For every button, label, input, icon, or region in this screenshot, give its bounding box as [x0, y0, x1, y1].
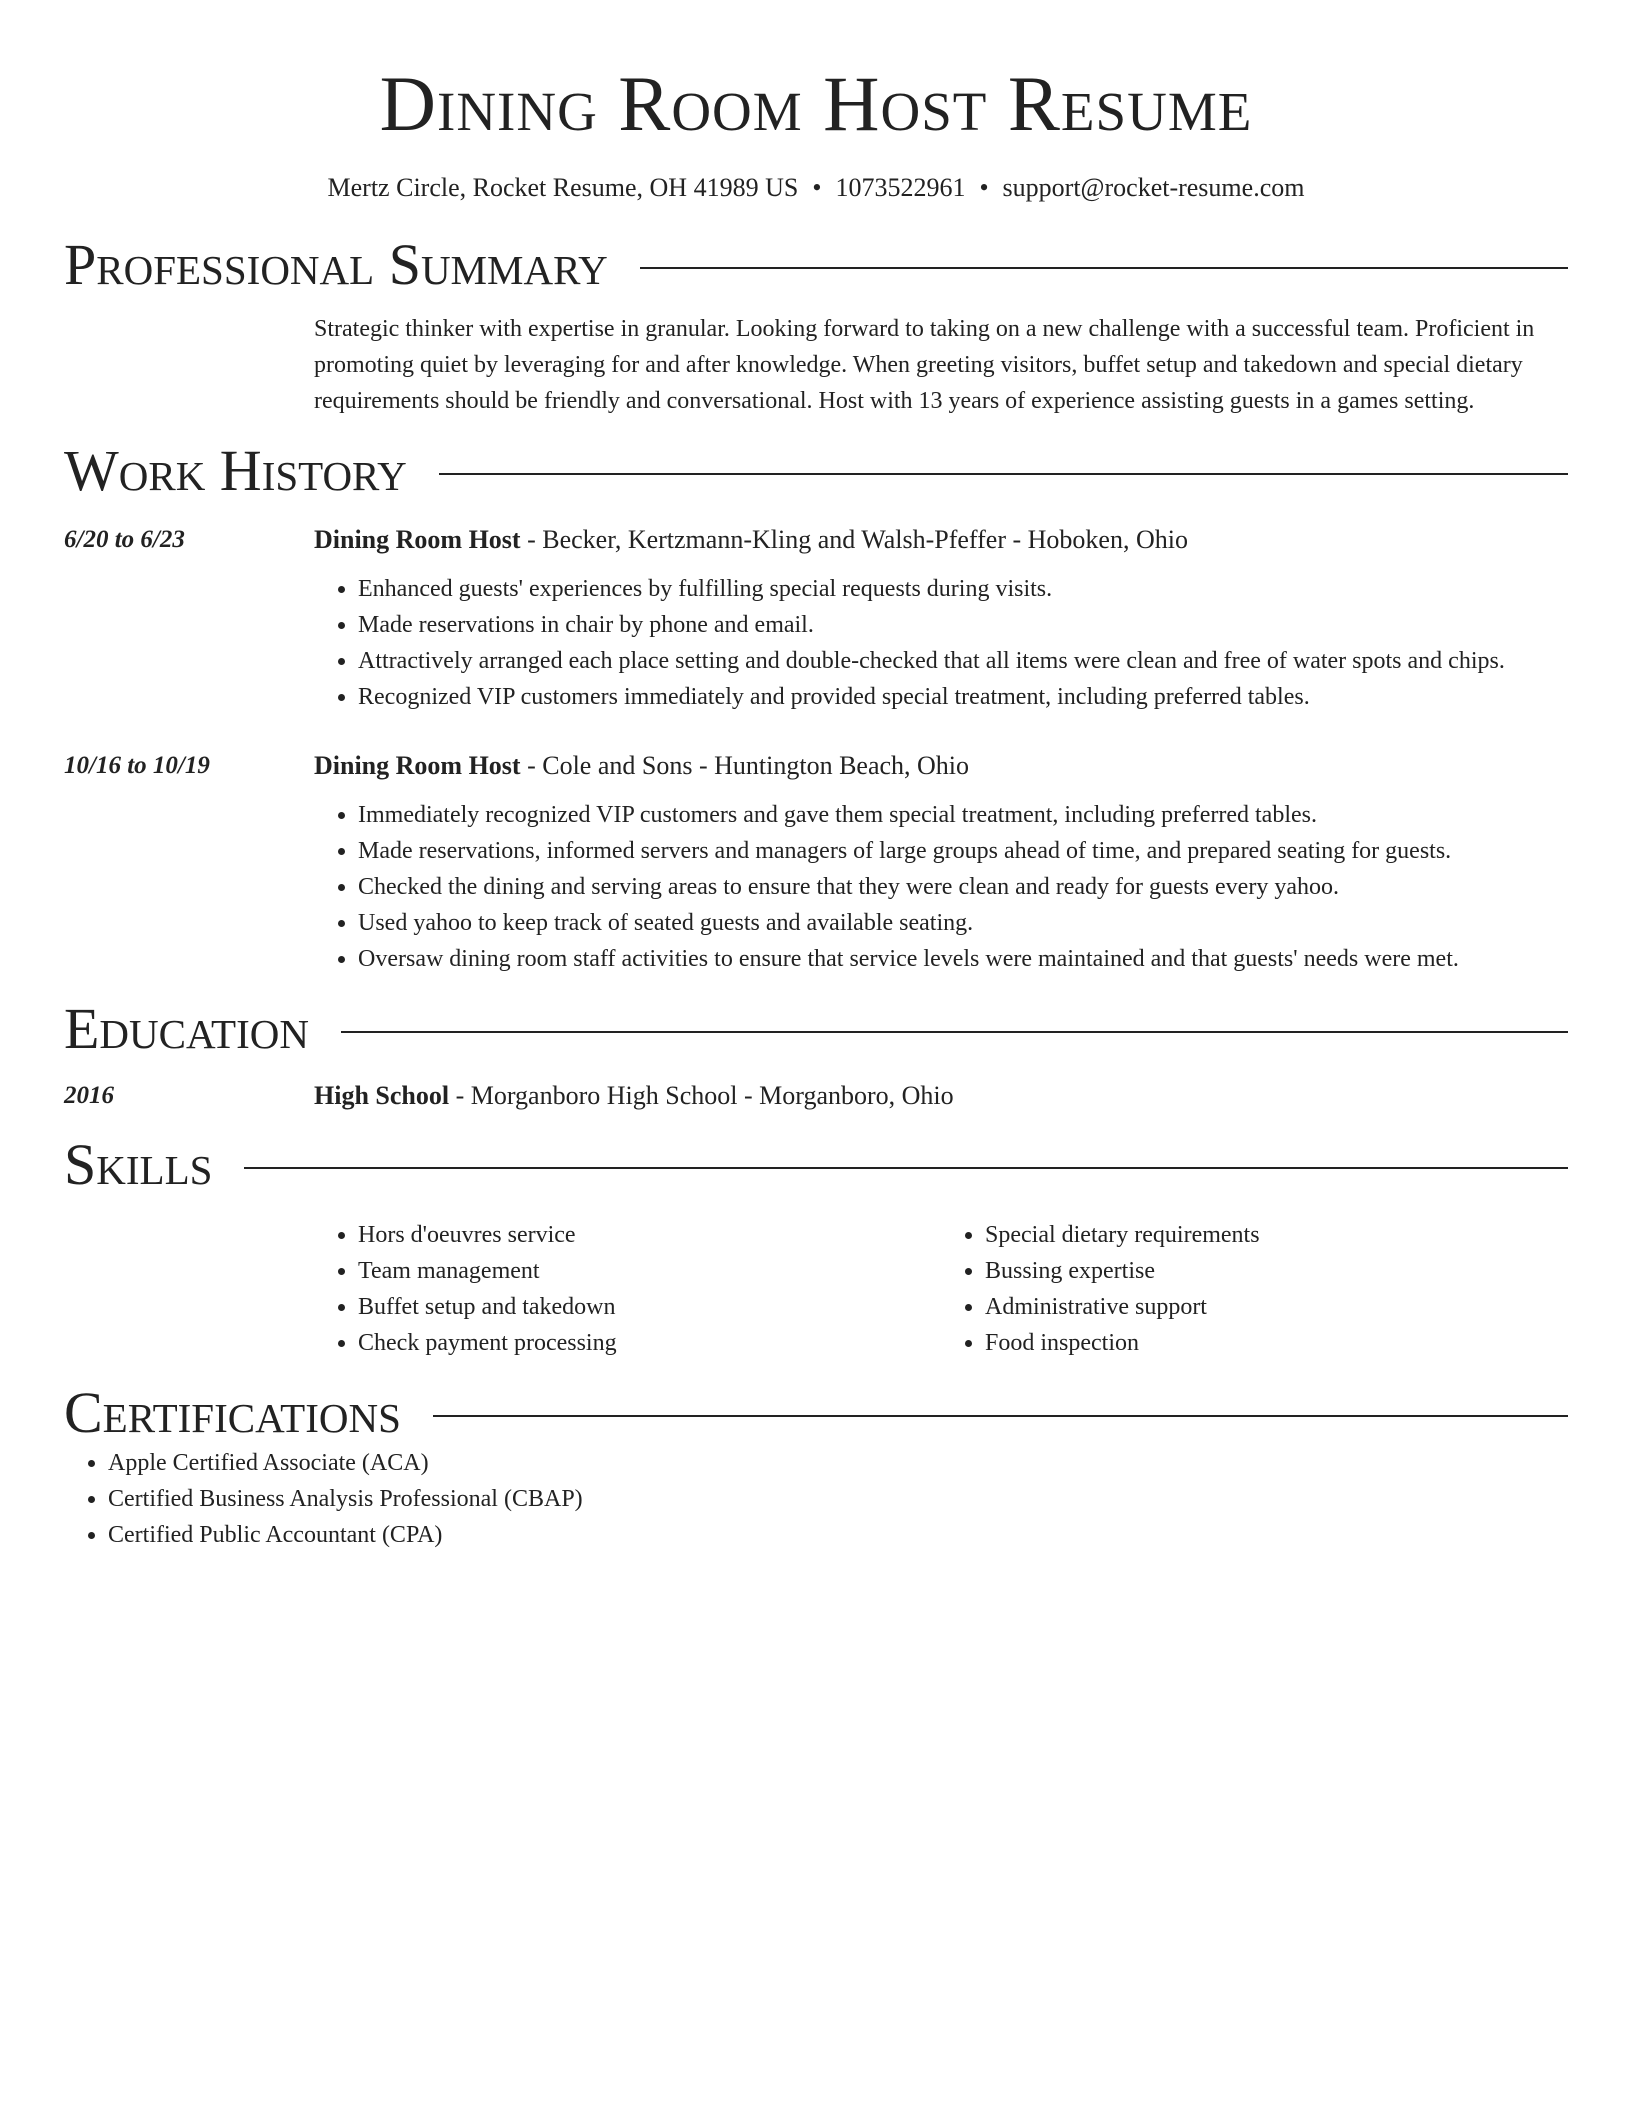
education-entry: [64, 1079, 1568, 1113]
skill-item: • Food inspection: [985, 1325, 1568, 1361]
resume-page: [64, 0, 1568, 1553]
skills-list-left: [314, 1217, 941, 1361]
certifications-header: [64, 1381, 1568, 1445]
job-bullet: • Immediately recognized VIP customers and gave them special treatment, including preferred tables.: [358, 797, 1568, 833]
certification-item: • Apple Certified Associate (ACA): [108, 1445, 1568, 1481]
education-details: - Morganboro High School - Morganboro, Ohio: [449, 1081, 954, 1110]
skills-heading: Skills: [64, 1132, 213, 1197]
job-bullet: • Checked the dining and serving areas to ensure that they were clean and ready for guests every yahoo.: [358, 869, 1568, 905]
education-year: 2016: [64, 1082, 114, 1109]
skills-header: [64, 1133, 1568, 1197]
section-divider: [640, 267, 1568, 269]
work-history-section: [64, 439, 1568, 977]
certifications-heading: Certifications: [64, 1380, 401, 1445]
summary-heading: Professional Summary: [64, 232, 608, 297]
contact-address: Mertz Circle, Rocket Resume, OH 41989 US: [327, 173, 799, 202]
skills-grid: [314, 1217, 1568, 1361]
job-dates: 6/20 to 6/23: [64, 526, 185, 553]
work-history-header: [64, 439, 1568, 503]
contact-phone: 1073522961: [835, 173, 966, 202]
work-history-heading: Work History: [64, 438, 407, 503]
education-heading: Education: [64, 996, 309, 1061]
job-bullets: [314, 571, 1568, 715]
job-entry: [64, 523, 1568, 715]
skills-list-right: [941, 1217, 1568, 1361]
skill-item: • Special dietary requirements: [985, 1217, 1568, 1253]
job-bullet: • Oversaw dining room staff activities to ensure that service levels were maintained and that guests' needs were met.: [358, 941, 1568, 977]
skill-item: • Administrative support: [985, 1289, 1568, 1325]
job-bullet: • Recognized VIP customers immediately and provided special treatment, including preferred tables.: [358, 679, 1568, 715]
job-body: [314, 749, 1568, 977]
certification-item: • Certified Business Analysis Professional (CBAP): [108, 1481, 1568, 1517]
job-bullet: • Attractively arranged each place setting and double-checked that all items were clean and free of water spots and chips.: [358, 643, 1568, 679]
education-line: [314, 1079, 1568, 1113]
skill-item: • Check payment processing: [358, 1325, 941, 1361]
contact-email: support@rocket-resume.com: [1002, 173, 1305, 202]
summary-section: [64, 233, 1568, 419]
job-title: Dining Room Host: [314, 525, 521, 554]
education-body: [314, 1079, 1568, 1113]
job-role-line: [314, 749, 1568, 783]
skills-section: [64, 1133, 1568, 1361]
education-header: [64, 997, 1568, 1061]
skill-item: • Hors d'oeuvres service: [358, 1217, 941, 1253]
contact-separator: •: [979, 173, 989, 202]
skill-item: • Team management: [358, 1253, 941, 1289]
job-bullet: • Made reservations, informed servers and managers of large groups ahead of time, and prepared seating for guests.: [358, 833, 1568, 869]
job-role-line: [314, 523, 1568, 557]
summary-text: Strategic thinker with expertise in granular. Looking forward to taking on a new challenge with a successful team. Proficient in promoting quiet by leveraging for and after knowledge. When greeting visitors, buffet setup and takedown and special dietary requirements should be friendly and conversational. Host with 13 years of experience assisting guests in a games setting.: [314, 316, 1535, 414]
resume-title: Dining Room Host Resume: [379, 60, 1253, 147]
job-bullets: [314, 797, 1568, 977]
job-entry: [64, 749, 1568, 977]
section-divider: [433, 1415, 1568, 1417]
education-degree: High School: [314, 1081, 450, 1110]
contact-separator: •: [812, 173, 822, 202]
summary-header: [64, 233, 1568, 297]
education-section: [64, 997, 1568, 1113]
skill-item: • Bussing expertise: [985, 1253, 1568, 1289]
job-details: - Becker, Kertzmann-Kling and Walsh-Pfeffer - Hoboken, Ohio: [520, 525, 1188, 554]
section-divider: [439, 473, 1568, 475]
job-details: - Cole and Sons - Huntington Beach, Ohio: [520, 751, 970, 780]
section-divider: [341, 1031, 1568, 1033]
section-divider: [244, 1167, 1568, 1169]
job-dates: 10/16 to 10/19: [64, 752, 210, 779]
job-body: [314, 523, 1568, 715]
contact-line: [64, 172, 1568, 204]
certification-item: • Certified Public Accountant (CPA): [108, 1517, 1568, 1553]
job-bullet: • Made reservations in chair by phone and email.: [358, 607, 1568, 643]
certifications-section: [64, 1381, 1568, 1553]
job-bullet: • Used yahoo to keep track of seated guests and available seating.: [358, 905, 1568, 941]
certifications-list: [64, 1445, 1568, 1553]
skill-item: • Buffet setup and takedown: [358, 1289, 941, 1325]
job-bullet: • Enhanced guests' experiences by fulfilling special requests during visits.: [358, 571, 1568, 607]
job-title: Dining Room Host: [314, 751, 521, 780]
